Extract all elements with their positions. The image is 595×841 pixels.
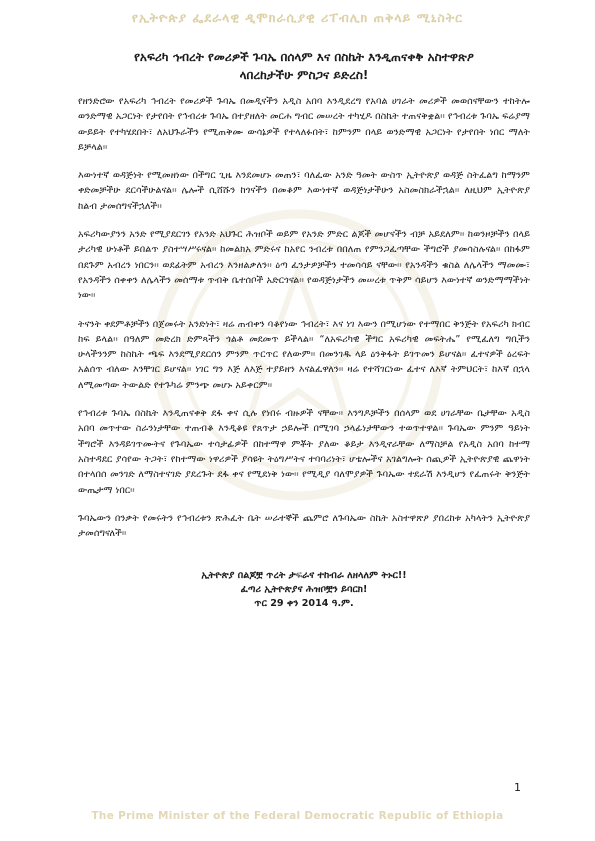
page-number: 1 [514,781,521,794]
paragraph-1: የዘንድሮው የአፍሪካ ኅብረት የመሪዎች ጉባኤ በመዲናችን አዲስ አበባ እንዲደረግ የአባል ሀገራት መሪዎች መወሰናቸውን ተከትሎ ወንድማዊ አጋርነት የታየበት የኅብረቱ ጉባኤ በተያዘለት መርሐ ግብር መሠረት ተካሂዶ በስኬት ተጠናቅቋል፡፡ የኅብረቱ ጉባኤ ፍሬያማ ውይይት የተካሄደበት፣ ለአህጉራችን የሚጠቅሙ ውሳኔዎች የተላለፉበት፣ ከምንም በላይ ወንድማዊ አጋርነት የታየበት ነበር ማለት ይቻላል፡፡ [78,96,530,153]
paragraph-3: አፍሪካውያንን አንድ የሚያደርገን የአንድ አህጉር ሕዝቦች ወይም የአንድ ምድር ልጆች መሆናችን ብቻ አይደለም፡፡ ከወንዞቻችን በላይ ታሪካዊ ሁነቶች ይበልጥ ያስተሣሥሩናል፡፡ ከመልክአ ምድሩና ከአየር ንብረቱ በበለጠ የምንጋፈጣቸው ችግሮች ያመሳስሉናል፡፡ በከፋም በደጉም አብረን ነበርን፡፡ ወደፊትም አብረን እንዘልቃለን፡፡ ዕጣ ፈንታዎቻችን ተመሳሳይ ናቸው፡፡ የአንዳችን ቁስል ለሌላችን ማመሙ፣ የአንዳችን ሰቀቀን ለሌላችን መሰማቱ ጥብቅ ቤተሰቦች አድርጎናል፡፡ የወዳጅነታችን መሠረቱ ጥቅም ሳይሆን እውነተኛ ወንድማማችነት ነው፡፡ [78,229,530,302]
title-line-2: ላበረከታችሁ ምስጋና ይድረስ! [239,68,369,82]
footer: The Prime Minister of the Federal Democratic Republic of Ethiopia [91,810,504,822]
paragraph-2: እውነተኛ ወዳጅነት የሚመዘነው በችግር ጊዜ እንደመሆኑ መጠን፣ ባለፈው አንድ ዓመት ውስጥ ኢትዮጵያ ወዳጅ ስትፈልግ ከማንም ቀድመቻችሁ ደርሳችሁልናል፡፡ ሌሎች ሲሸሹን ከጎናችን በመቆም እውነተኛ ወዳጅነታችሁን አስመስክራችኋል፡፡ ለዚህም ኢትዮጵያ ከልብ ታመሰግናችኋለች፡፡ [78,170,530,212]
letter-body [78,48,530,611]
paragraph-6: ጉባኤውን በንቃት የመሩትን የኅብረቱን ጽሕፈት ቤት ሠራተኞች ጨምሮ ለጉባኤው ስኬት አስተዋጽዖ ያበረከቱ አካላትን ኢትዮጵያ ታመሰግናለች፡፡ [78,512,530,540]
paragraph-4: ትናንት ቀደምቶቻችን በጀመሩት አንድነት፣ ዛሬ ጠብቀን ባቆየነው ኅብረት፣ እና ነገ እውን በሚሆነው የተማበር ቅንጅት የአፍሪካ ክብር ከፍ ይላል፡፡ በዓለም መድረክ ድምጻችን ጎልቶ መደመጥ ይችላል፡፡ “ለአፍሪካዊ ችግር አፍሪካዊ መፍትሔ” የሚፈለግ ግቢችን ሁላችንንም ከስኬት ጫፍ እንደሚያደርሰን ምንም ጥርጥር የለውም፡፡ በመንገዱ ላይ ዕንቅፋት ይገጥመን ይሆናል፡፡ ፈተናዎች ዕረፍት አልሰጥ ብለው እንቸገር ይሆናል፡፡ ነገር ግን እጅ ለእጅ ተያይዘን እናልፈዋለን፡፡ ዛሬ የተሻገርነው ፈተና ለእኛ ትምህርት፣ ከእኛ በኋላ ለሚመጣው ትውልድ የተጉካሬ ምንጭ መሆኑ አይቀርም፡፡ [78,318,530,391]
signature-block [78,569,530,611]
signature-date: ጥር 29 ቀን 2014 ዓ.ም. [254,598,354,610]
letterhead: የኢትዮጵያ ፌደራላዊ ዲሞክራሲያዊ ሪፐብሊክ ጠቅላይ ሚኒስትር [131,10,464,25]
paragraph-5: የኅብረቱ ጉባኤ በስኬት እንዲጠናቀቅ ደፋ ቀና ሲሉ የነበሩ ብዙዎች ናቸው፡፡ እንግዶቻችን በሰላም ወደ ሀገራቸው ቤታቸው አዲስ አበባ መጥተው ስራንነታቸው ተጠብቆ እንዲቆዩ የጸጥታ ኃይሎች በሚገባ ኃላፊነታቸውን ተወጥተዋል፡፡ ጉባኤው ምንም ዓይነት ችግሮች እንዳይገጥሙትና የጉባኤው ተሳታፊዎች በከተማዋ ምቾት ያለው ቆይታ እንዲኖራቸው ለማስቻል የአዲስ አበባ ከተማ አስተዳደር ያሳየው ትጋት፣ የከተማው ነዋሪዎች ያሳዩት ትዕግሥትና ተባባሪነት፣ ሆቴሎችና አገልግሎት ሰጪዎች ኢትዮጵያዊ ጨዋነት በተላበሰ መንገድ ለማስተናገድ ያደረጉት ደፋ ቀና የሚደነቅ ነው፡፡ የሚዲያ ባለሞያዎች ጉባኤው ተደራሽ እንዲሆን የፈጠሩት ቅንጅት ውጤታማ ነበር፡፡ [78,408,530,496]
title-line-1: የአፍሪካ ኅብረት የመሪዎች ጉባኤ በሰላም እና በስኬት እንዲጠናቀቅ አስተዋጽዖ [134,50,474,64]
signature-line-2: ፈጣሪ ኢትዮጵያና ሕዝቦቿን ይባርክ! [240,584,368,596]
signature-line-1: ኢትዮጵያ በልጆቿ ጥረት ታፍራና ተከብራ ለዘላለም ትኑር!! [201,570,407,582]
page-title [78,48,530,84]
